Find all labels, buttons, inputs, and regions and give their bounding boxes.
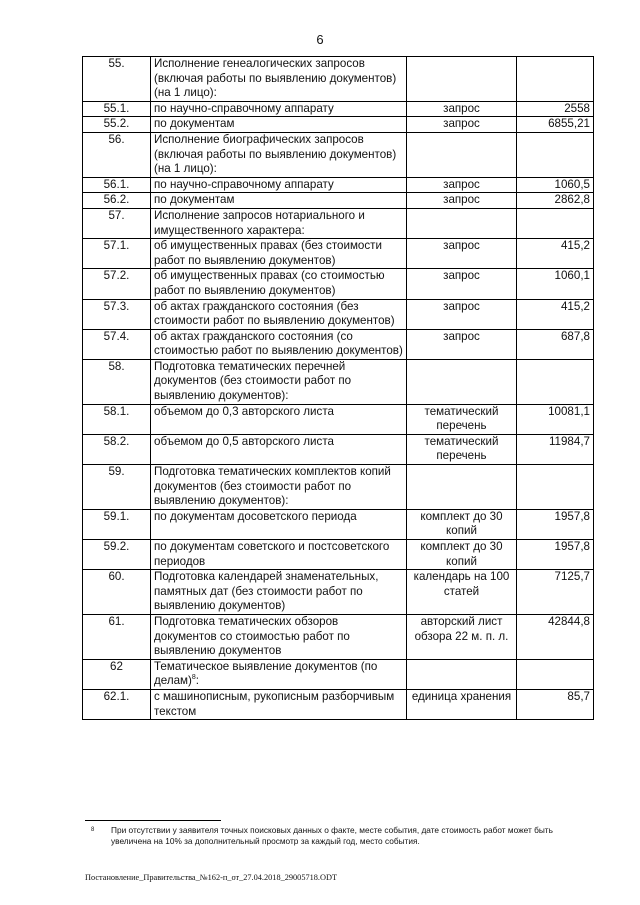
price-value	[517, 57, 594, 102]
service-description: Исполнение генеалогических запросов (включая работы по выявлению документов) (на 1 лицо):	[151, 57, 407, 102]
service-description: Подготовка тематических комплектов копий документов (без стоимости работ по выявлению документов):	[151, 465, 407, 510]
service-description: Подготовка тематических обзоров документов со стоимостью работ по выявлению документов	[151, 614, 407, 659]
unit-of-measure	[407, 465, 517, 510]
unit-of-measure	[407, 132, 517, 177]
service-description: Подготовка календарей знаменательных, памятных дат (без стоимости работ по выявлению документов)	[151, 570, 407, 615]
unit-of-measure: комплект до 30 копий	[407, 509, 517, 539]
row-number: 58.2.	[83, 434, 151, 464]
price-value: 1060,1	[517, 269, 594, 299]
unit-of-measure: запрос	[407, 101, 517, 117]
description-suffix: :	[195, 674, 200, 688]
table-row	[83, 177, 594, 193]
unit-of-measure	[407, 359, 517, 404]
unit-of-measure: запрос	[407, 299, 517, 329]
row-number: 61.	[83, 614, 151, 659]
price-value: 42844,8	[517, 614, 594, 659]
table-row	[83, 404, 594, 434]
tariff-table	[82, 56, 594, 720]
row-number: 60.	[83, 570, 151, 615]
service-description: Подготовка тематических перечней документов (без стоимости работ по выявлению документов):	[151, 359, 407, 404]
unit-of-measure: единица хранения	[407, 689, 517, 719]
row-number: 58.	[83, 359, 151, 404]
table-row	[83, 132, 594, 177]
table-row	[83, 208, 594, 238]
service-description: объемом до 0,3 авторского листа	[151, 404, 407, 434]
row-number: 57.2.	[83, 269, 151, 299]
unit-of-measure: запрос	[407, 193, 517, 209]
table-row	[83, 239, 594, 269]
footnote-divider	[85, 820, 221, 821]
service-description: об имущественных правах (со стоимостью работ по выявлению документов)	[151, 269, 407, 299]
table-row	[83, 329, 594, 359]
table-row	[83, 659, 594, 689]
unit-of-measure: тематический перечень	[407, 404, 517, 434]
unit-of-measure	[407, 57, 517, 102]
price-value: 415,2	[517, 299, 594, 329]
price-value	[517, 659, 594, 689]
table-row	[83, 57, 594, 102]
table-row	[83, 434, 594, 464]
service-description: по документам досоветского периода	[151, 509, 407, 539]
price-value: 1957,8	[517, 540, 594, 570]
unit-of-measure	[407, 659, 517, 689]
service-description: по документам советского и постсоветского периодов	[151, 540, 407, 570]
price-value: 85,7	[517, 689, 594, 719]
price-value: 687,8	[517, 329, 594, 359]
unit-of-measure: запрос	[407, 239, 517, 269]
unit-of-measure: авторский лист обзора 22 м. п. л.	[407, 614, 517, 659]
row-number: 57.4.	[83, 329, 151, 359]
row-number: 57.3.	[83, 299, 151, 329]
description-text: Тематическое выявление документов (по делам)	[154, 659, 378, 688]
price-value	[517, 359, 594, 404]
price-value: 6855,21	[517, 117, 594, 133]
row-number: 59.1.	[83, 509, 151, 539]
service-description	[151, 659, 407, 689]
row-number: 56.2.	[83, 193, 151, 209]
footnote-text: При отсутствии у заявителя точных поисковых данных о факте, месте события, дате стоимость работ может быть увеличена на 10% за дополнительный просмотр за каждый год, место события.	[111, 825, 553, 846]
table-row	[83, 689, 594, 719]
row-number: 62.1.	[83, 689, 151, 719]
service-description: с машинописным, рукописным разборчивым текстом	[151, 689, 407, 719]
price-value: 1957,8	[517, 509, 594, 539]
service-description: Исполнение запросов нотариального и имущественного характера:	[151, 208, 407, 238]
unit-of-measure: комплект до 30 копий	[407, 540, 517, 570]
unit-of-measure: запрос	[407, 329, 517, 359]
price-value: 11984,7	[517, 434, 594, 464]
service-description: по научно-справочному аппарату	[151, 101, 407, 117]
price-value	[517, 132, 594, 177]
table-row	[83, 614, 594, 659]
table-row	[83, 465, 594, 510]
row-number: 55.1.	[83, 101, 151, 117]
table-row	[83, 101, 594, 117]
row-number: 59.2.	[83, 540, 151, 570]
unit-of-measure: тематический перечень	[407, 434, 517, 464]
unit-of-measure: запрос	[407, 177, 517, 193]
price-value: 1060,5	[517, 177, 594, 193]
row-number: 56.1.	[83, 177, 151, 193]
footnote-mark: 8	[91, 827, 95, 833]
row-number: 57.	[83, 208, 151, 238]
service-description: по документам	[151, 117, 407, 133]
table-row	[83, 299, 594, 329]
price-value: 10081,1	[517, 404, 594, 434]
service-description: Исполнение биографических запросов (включая работы по выявлению документов) (на 1 лицо):	[151, 132, 407, 177]
service-description: по документам	[151, 193, 407, 209]
footnote-reference: 8	[191, 674, 196, 682]
price-value: 2862,8	[517, 193, 594, 209]
row-number: 55.2.	[83, 117, 151, 133]
row-number: 62	[83, 659, 151, 689]
table-row	[83, 117, 594, 133]
service-description: об актах гражданского состояния (без стоимости работ по выявлению документов)	[151, 299, 407, 329]
row-number: 58.1.	[83, 404, 151, 434]
table-row	[83, 193, 594, 209]
price-value	[517, 208, 594, 238]
service-description: по научно-справочному аппарату	[151, 177, 407, 193]
table-row	[83, 540, 594, 570]
service-description: объемом до 0,5 авторского листа	[151, 434, 407, 464]
table-row	[83, 570, 594, 615]
price-value	[517, 465, 594, 510]
unit-of-measure: запрос	[407, 117, 517, 133]
footnote	[85, 825, 585, 847]
row-number: 55.	[83, 57, 151, 102]
price-value: 2558	[517, 101, 594, 117]
unit-of-measure: календарь на 100 статей	[407, 570, 517, 615]
table-row	[83, 359, 594, 404]
table-row	[83, 509, 594, 539]
row-number: 57.1.	[83, 239, 151, 269]
unit-of-measure: запрос	[407, 269, 517, 299]
price-value: 415,2	[517, 239, 594, 269]
page-number: 6	[316, 32, 324, 47]
document-footer: Постановление_Правительства_№162-п_от_27.04.2018_29005718.ODT	[85, 873, 338, 882]
row-number: 56.	[83, 132, 151, 177]
service-description: об актах гражданского состояния (со стоимостью работ по выявлению документов)	[151, 329, 407, 359]
service-description: об имущественных правах (без стоимости работ по выявлению документов)	[151, 239, 407, 269]
unit-of-measure	[407, 208, 517, 238]
price-value: 7125,7	[517, 570, 594, 615]
table-row	[83, 269, 594, 299]
row-number: 59.	[83, 465, 151, 510]
